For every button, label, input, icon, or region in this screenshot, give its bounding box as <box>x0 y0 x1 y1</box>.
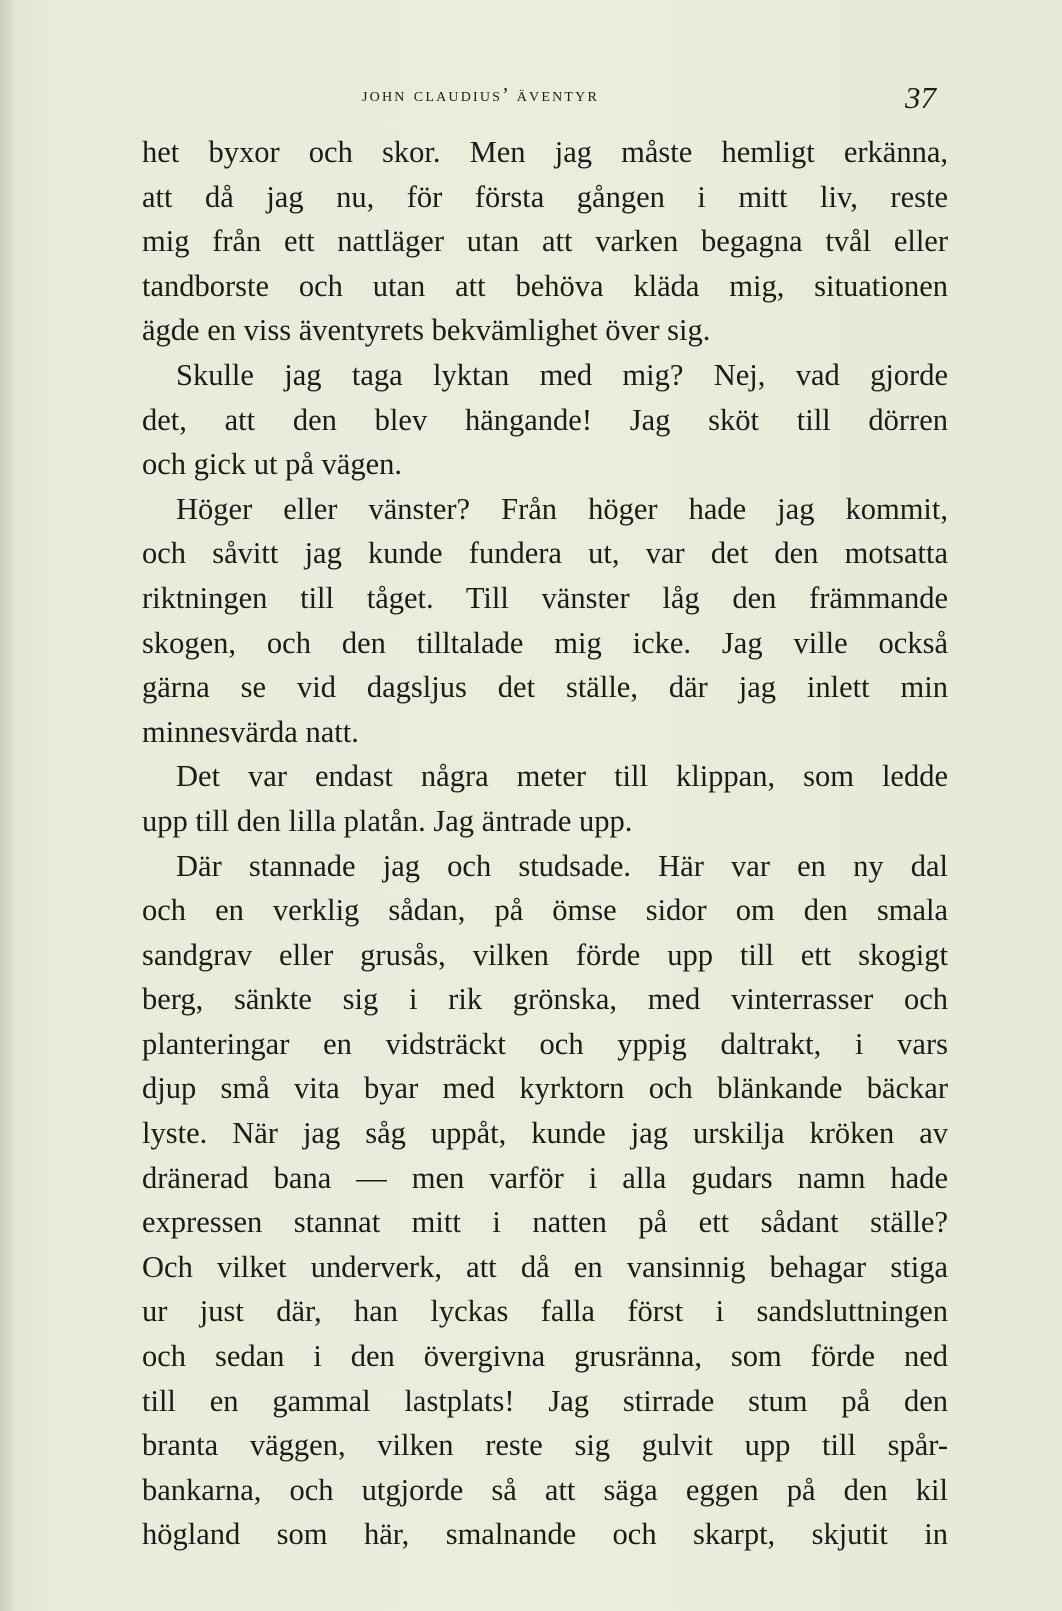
text-line: till en gammal lastplats! Jag stirrade stum på den <box>142 1383 948 1418</box>
text-line: minnesvärda natt. <box>142 714 359 749</box>
text-line: och såvitt jag kunde fundera ut, var det den motsatta <box>142 536 948 571</box>
text-line: sandgrav eller grusås, vilken förde upp till ett skogigt <box>142 937 948 972</box>
text-line: Skulle jag taga lyktan med mig? Nej, vad gjorde <box>176 357 948 392</box>
text-line: berg, sänkte sig i rik grönska, med vinterrasser och <box>142 982 948 1017</box>
text-line: Höger eller vänster? Från höger hade jag kommit, <box>176 491 948 526</box>
page-binding-edge <box>0 0 14 1611</box>
text-line: Där stannade jag och studsade. Här var en ny dal <box>176 848 948 883</box>
text-line: dränerad bana — men varför i alla gudars namn hade <box>142 1160 948 1195</box>
text-line: ur just där, han lyckas falla först i sandsluttningen <box>142 1294 948 1329</box>
text-line: upp till den lilla platån. Jag äntrade upp. <box>142 803 633 838</box>
text-line: och sedan i den övergivna grusränna, som förde ned <box>142 1339 948 1374</box>
text-line: branta väggen, vilken reste sig gulvit upp till spår- <box>142 1428 948 1463</box>
text-line: och en verklig sådan, på ömse sidor om den smala <box>142 893 948 928</box>
text-line: planteringar en vidsträckt och yppig daltrakt, i vars <box>142 1026 948 1061</box>
text-line: gärna se vid dagsljus det ställe, där jag inlett min <box>142 670 948 705</box>
text-line: att då jag nu, för första gången i mitt liv, reste <box>142 179 948 214</box>
text-line: djup små vita byar med kyrktorn och blänkande bäckar <box>142 1071 948 1106</box>
text-line: riktningen till tåget. Till vänster låg den främmande <box>142 580 948 615</box>
text-line: tandborste och utan att behöva kläda mig, situationen <box>142 268 948 303</box>
text-line: och gick ut på vägen. <box>142 447 403 482</box>
text-line: het byxor och skor. Men jag måste hemligt erkänna, <box>142 135 948 169</box>
text-line: expressen stannat mitt i natten på ett sådant ställe? <box>142 1205 948 1240</box>
body-text <box>142 130 948 1557</box>
running-title: john claudius’ äventyr <box>362 84 600 106</box>
text-line: skogen, och den tilltalade mig icke. Jag ville också <box>142 625 948 660</box>
page-number: 37 <box>905 80 936 115</box>
text-line: Och vilket underverk, att då en vansinnig behagar stiga <box>142 1249 948 1284</box>
text-line: Det var endast några meter till klippan, som ledde <box>176 759 948 794</box>
text-line: lyste. När jag såg uppåt, kunde jag urskilja kröken av <box>142 1116 948 1151</box>
text-line: högland som här, smalnande och skarpt, skjutit in <box>142 1517 948 1552</box>
text-line: mig från ett nattläger utan att varken begagna tvål eller <box>142 224 948 259</box>
page-header <box>146 80 942 120</box>
text-line: ägde en viss äventyrets bekvämlighet över sig. <box>142 313 711 348</box>
text-line: bankarna, och utgjorde så att säga eggen på den kil <box>142 1472 948 1507</box>
text-line: det, att den blev hängande! Jag sköt till dörren <box>142 402 948 437</box>
